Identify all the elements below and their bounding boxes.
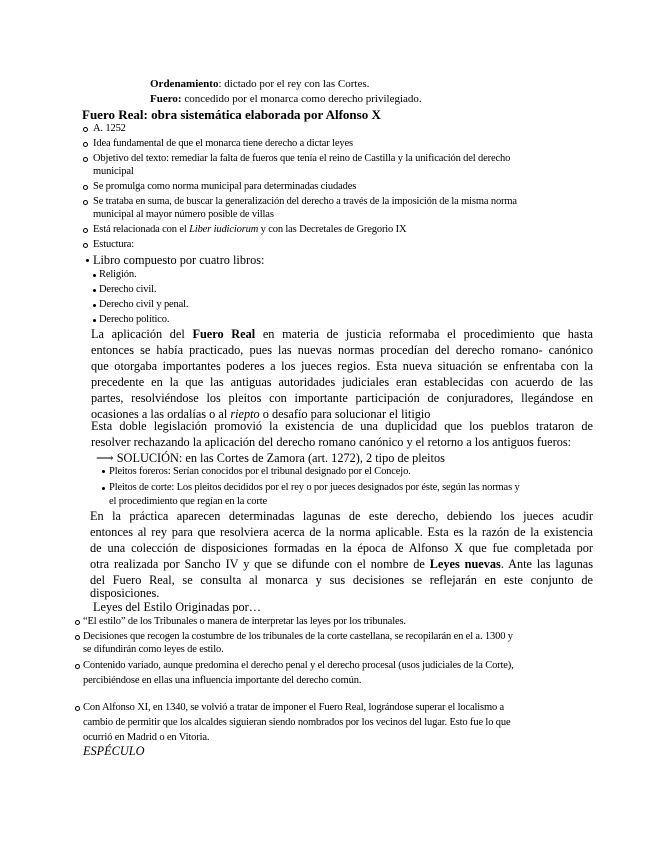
para-aplicacion-line-5: partes, resolviéndose los pleitos con importante participación de conjuradores, llegándose en <box>91 391 593 405</box>
pleitos-corte: Pleitos de corte: Los pleitos decididos por el rey o por jueces designados por éste, según las normas y <box>109 482 520 493</box>
fuero-definition: concedido por el monarca como derecho privilegiado. <box>181 93 422 105</box>
libro-item: Derecho civil. <box>99 284 157 295</box>
pleitos-foreros: Pleitos foreros: Serían conocidos por el tribunal designado por el Concejo. <box>109 466 411 477</box>
para-lagunas-line-5: del Fuero Real, se consulta al monarca y sus decisiones se reflejarán en este conjunto de <box>90 573 593 587</box>
fuero-term: Fuero: <box>150 93 182 105</box>
para-aplicacion-line-2: entonces se había practicado, pues las nuevas normas procedían del derecho romano- canónico <box>91 343 593 357</box>
leyes-item-decisiones: Decisiones que recogen la costumbre de los tribunales de la corte castellana, se recopilarán en el a. 1300 y <box>83 631 513 642</box>
bullet-icon <box>102 470 105 473</box>
bullet-icon <box>86 259 89 262</box>
fuero-line <box>150 92 422 106</box>
liber-iudiciorum: Liber iudiciorum <box>189 224 259 235</box>
para-lagunas-line-6: disposiciones. <box>90 586 160 600</box>
arrow-right-icon: ⟶ <box>96 451 114 465</box>
para-duplicidad-line-2: resolver rechazando la aplicación del derecho romano canónico y el retorno a los antiguos fueros: <box>91 435 572 449</box>
para-lagunas-line-4: otra realizada por Sancho IV y que se difunde con el nombre de Leyes nuevas. Ante las lagunas <box>90 557 593 571</box>
alfonso-line-2: cambio de permitir que los alcaldes siguieran siendo nombrados por los vecinos del lugar. Esto fue lo que <box>83 717 511 728</box>
solucion-line: ⟶ SOLUCIÓN: en las Cortes de Zamora (art. 1272), 2 tipo de pleitos <box>96 451 445 465</box>
alfonso-line-3: ocurrió en Madrid o en Vitoria. <box>83 732 210 743</box>
para-aplicacion-line-4: precedente en la que las antiguas autoridades judiciales eran establecidas con acuerdo de las <box>91 375 593 389</box>
para-aplicacion-line-1: La aplicación del Fuero Real en materia de justicia reformaba el procedimiento que hasta <box>91 327 594 341</box>
ordenamiento-term: Ordenamiento <box>150 78 219 90</box>
para-aplicacion-line-3: que otorgaba importantes poderes a los jueces regios. Esta nueva situación se enfrentaba con la <box>91 359 593 373</box>
circle-bullet-icon <box>83 200 88 205</box>
circle-bullet-icon <box>83 157 88 162</box>
para-lagunas-line-1: En la práctica aparecen determinadas lagunas de este derecho, debiendo los jueces acudir <box>90 509 593 523</box>
section-title: Fuero Real: obra sistemática elaborada por Alfonso X <box>82 107 381 122</box>
especulo-heading: ESPÉCULO <box>83 744 145 758</box>
libro-item: Religión. <box>99 269 137 280</box>
circle-bullet-icon <box>83 243 88 248</box>
alfonso-line-1: Con Alfonso XI, en 1340, se volvió a tratar de imponer el Fuero Real, lográndose superar el localismo a <box>83 702 505 713</box>
circle-bullet-icon <box>83 127 88 132</box>
leyes-item-decisiones-cont: se difundirán como leyes de estilo. <box>83 644 224 655</box>
point-generalizacion: Se trataba en suma, de buscar la generalización del derecho a través de la imposición de la misma norma <box>93 196 517 207</box>
para-lagunas-line-3: de una colección de disposiciones formadas en la época de Alfonso X que fue completada por <box>90 541 593 555</box>
circle-bullet-icon <box>75 620 80 625</box>
point-promulga: Se promulga como norma municipal para determinadas ciudades <box>93 181 357 192</box>
libro-item: Derecho civil y penal. <box>99 299 189 310</box>
point-generalizacion-cont: municipal al mayor número posible de villas <box>93 209 274 220</box>
point-objetivo: Objetivo del texto: remediar la falta de fueros que tenía el reino de Castilla y la unificación del derecho <box>93 153 511 164</box>
point-year: A. 1252 <box>93 123 126 134</box>
circle-bullet-icon <box>83 142 88 147</box>
circle-bullet-icon <box>75 635 80 640</box>
circle-bullet-icon <box>83 185 88 190</box>
para-aplicacion-line-6: ocasiones a las ordalías o al riepto o desafío para solucionar el litigio <box>91 407 431 421</box>
pleitos-corte-cont: el procedimiento que regían en la corte <box>109 496 267 507</box>
ordenamiento-definition: : dictado por el rey con las Cortes. <box>218 78 370 90</box>
para-lagunas-line-2: entonces al rey para que resolviera acerca de la norma aplicable. Esta es la razón de la existencia <box>90 525 593 539</box>
circle-bullet-icon <box>75 706 80 711</box>
leyes-item-contenido: Contenido variado, aunque predomina el derecho penal y el derecho procesal (usos judiciales de la Corte), <box>83 660 514 671</box>
para-duplicidad-line-1: Esta doble legislación promovió la existencia de una duplicidad que los pueblos trataron de <box>91 419 593 433</box>
point-idea: Idea fundamental de que el monarca tiene derecho a dictar leyes <box>93 138 353 149</box>
bullet-icon <box>102 487 105 490</box>
circle-bullet-icon <box>75 664 80 669</box>
point-relacionada: Está relacionada con el Liber iudiciorum y con las Decretales de Gregorio IX <box>93 224 407 235</box>
libro-item: Derecho político. <box>99 314 170 325</box>
bullet-icon <box>93 289 96 292</box>
libro-heading: Libro compuesto por cuatro libros: <box>93 253 265 267</box>
point-estructura: Estuctura: <box>93 239 135 250</box>
bullet-icon <box>93 304 96 307</box>
ordenamiento-line <box>150 77 369 91</box>
bullet-icon <box>93 274 96 277</box>
circle-bullet-icon <box>83 228 88 233</box>
leyes-item-contenido-cont: percibiéndose en ellas una influencia importante del derecho común. <box>83 675 362 686</box>
leyes-item-estilo: “El estilo” de los Tribunales o manera de interpretar las leyes por los tribunales. <box>83 616 406 627</box>
bullet-icon <box>93 319 96 322</box>
point-objetivo-cont: municipal <box>93 166 134 177</box>
leyes-heading: Leyes del Estilo Originadas por… <box>93 600 262 614</box>
